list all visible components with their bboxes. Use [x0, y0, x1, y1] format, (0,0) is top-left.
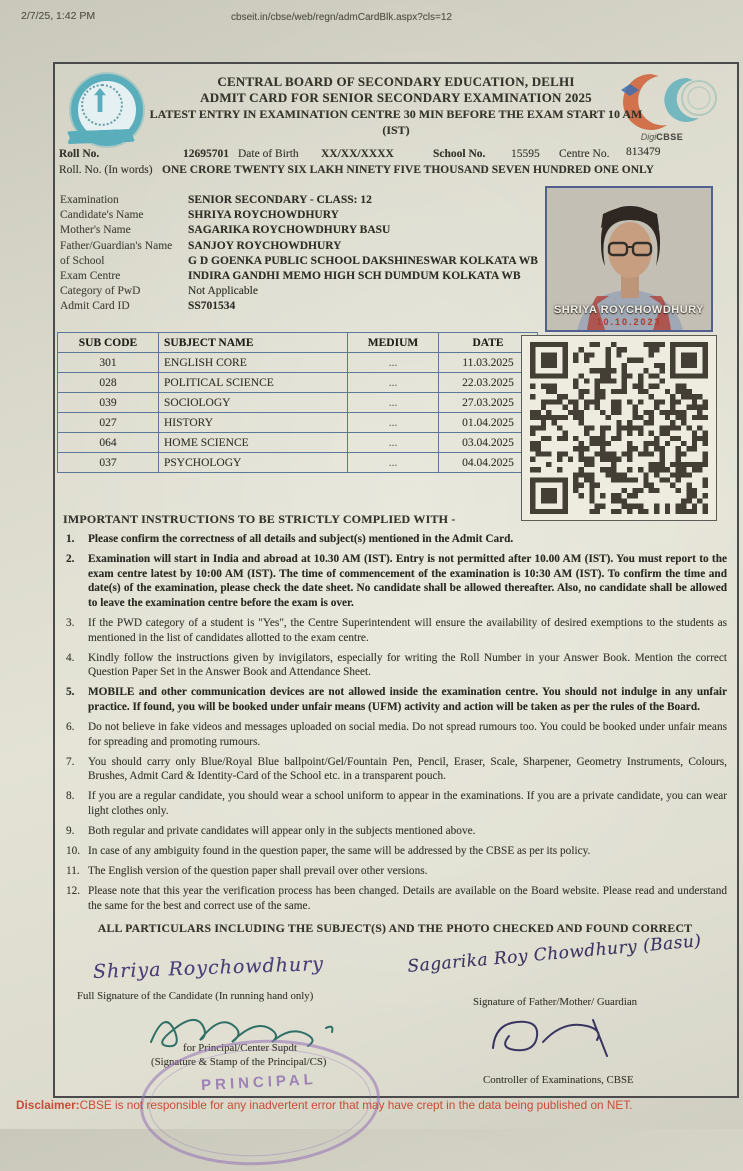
- school-no-label: School No.: [433, 148, 486, 160]
- controller-label: Controller of Examinations, CBSE: [483, 1074, 634, 1086]
- col-subject-name: SUBJECT NAME: [159, 333, 348, 353]
- instruction-text: Both regular and private candidates will appear only in the subjects mentioned above.: [88, 825, 476, 838]
- instruction-text: Examination will start in India and abroad at 10.30 AM (IST). Entry is not permitted after 10.00 AM (IST). You must report to the exam centre latest by 10:00 AM (IST). The time of commencement of the examination is 10:30 AM (IST). To confirm the time and date(s) of the examination, please check the date sheet. No candidate shall be allowed thereafter. Also, no candidate shall be allowed to leave the examination centre before the exam is over.: [88, 553, 727, 609]
- sub-code: 028: [58, 373, 159, 393]
- admit-card: [53, 62, 739, 1098]
- medium: ...: [348, 413, 439, 433]
- detail-row: [60, 269, 540, 284]
- col-sub-code: SUB CODE: [58, 333, 159, 353]
- medium: ...: [348, 393, 439, 413]
- instruction-item: 5. MOBILE and other communication devices are not allowed inside the examination centre. You should not indulge in any unfair practice. If found, you will be booked under unfair means (UFM) activity and action will be taken as per the rules of the Board.: [66, 686, 727, 713]
- detail-label: of School: [60, 254, 105, 267]
- digi-caption-bold: CBSE: [656, 132, 684, 142]
- detail-label: Mother's Name: [60, 224, 131, 237]
- table-row: [58, 413, 538, 433]
- principal-signature-label: for Principal/Center Supdt: [183, 1042, 297, 1054]
- centre-no-label: Centre No.: [559, 148, 610, 160]
- exam-date: 03.04.2025: [439, 433, 538, 453]
- exam-date: 27.03.2025: [439, 393, 538, 413]
- dob-value: XX/XX/XXXX: [321, 148, 394, 160]
- detail-row: [60, 299, 540, 314]
- print-header: [0, 10, 743, 26]
- instruction-item: 11. The English version of the question paper shall prevail over other versions.: [66, 865, 428, 878]
- detail-row: [60, 193, 540, 208]
- controller-signature: [483, 1008, 633, 1064]
- table-row: [58, 453, 538, 473]
- candidate-signature: Shriya Roychowdhury: [92, 952, 325, 984]
- roll-words-value: ONE CRORE TWENTY SIX LAKH NINETY FIVE THOUSAND SEVEN HUNDRED ONE ONLY: [162, 164, 654, 176]
- subject-name: HOME SCIENCE: [159, 433, 348, 453]
- col-date: DATE: [439, 333, 538, 353]
- detail-value: SENIOR SECONDARY - CLASS: 12: [188, 194, 372, 206]
- detail-row: [60, 239, 540, 254]
- detail-label: Father/Guardian's Name: [60, 239, 173, 252]
- subject-name: SOCIOLOGY: [159, 393, 348, 413]
- qr-frame: [521, 335, 717, 521]
- instruction-item: 2. Examination will start in India and abroad at 10.30 AM (IST). Entry is not permitted after 10.00 AM (IST). You must report to the exam centre latest by 10:00 AM (IST). The time of commencement of the examination is 10:30 AM (IST). To confirm the time and date(s) of the examination, please check the date sheet. No candidate shall be allowed thereafter. Also, no candidate shall be allowed to leave the examination centre before the exam is over.: [66, 553, 727, 609]
- exam-date: 04.04.2025: [439, 453, 538, 473]
- detail-row: [60, 223, 540, 238]
- col-medium: MEDIUM: [348, 333, 439, 353]
- instruction-item: 10. In case of any ambiguity found in the question paper, the same will be addressed by the CBSE as per its policy.: [66, 845, 591, 858]
- admit-card-title: ADMIT CARD FOR SENIOR SECONDARY EXAMINATION 2025: [200, 90, 592, 105]
- disclaimer-prefix: Disclaimer:: [16, 1098, 80, 1112]
- subject-name: HISTORY: [159, 413, 348, 433]
- instructions-title: IMPORTANT INSTRUCTIONS TO BE STRICTLY COMPLIED WITH -: [63, 512, 456, 526]
- digi-caption-script: Digi: [640, 132, 657, 142]
- detail-label: Admit Card ID: [60, 300, 130, 313]
- instruction-item: 7. You should carry only Blue/Royal Blue ballpoint/Gel/Fountain Pen, Pencil, Eraser, Scale, Sharpener, Geometry Instruments, Colours, Brushes, Admit Card & Identity-Card of the School etc. in a transparent pouch.: [66, 755, 727, 783]
- medium: ...: [348, 373, 439, 393]
- subject-name: POLITICAL SCIENCE: [159, 373, 348, 393]
- parent-signature-label: Signature of Father/Mother/ Guardian: [473, 996, 638, 1008]
- photo-caption-date: 10.10.2023: [596, 317, 662, 327]
- roll-no-label: Roll No.: [59, 148, 100, 160]
- detail-label: Exam Centre: [60, 270, 121, 283]
- instruction-item: 8. If you are a regular candidate, you should wear a school uniform to appear in the examinations. If you are a private candidate, you can wear light clothes only.: [66, 790, 727, 817]
- medium: ...: [348, 353, 439, 373]
- instruction-text: The English version of the question paper shall prevail over other versions.: [88, 865, 428, 878]
- instruction-text: Please confirm the correctness of all details and subject(s) mentioned in the Admit Card.: [88, 533, 514, 545]
- exam-date: 11.03.2025: [439, 353, 538, 373]
- photo-caption-name: SHRIYA ROYCHOWDHURY: [553, 304, 705, 316]
- qr-code: [530, 342, 708, 514]
- subjects-table: [57, 332, 538, 473]
- table-row: [58, 433, 538, 453]
- detail-value: SHRIYA ROYCHOWDHURY: [188, 209, 339, 222]
- print-timestamp: 2/7/25, 1:42 PM: [21, 10, 96, 22]
- subject-name: PSYCHOLOGY: [159, 453, 348, 473]
- sub-code: 039: [58, 393, 159, 413]
- print-url: cbseit.in/cbse/web/regn/admCardBlk.aspx?cls=12: [231, 12, 452, 23]
- instruction-item: 4. Kindly follow the instructions given by invigilators, especially for writing the Roll Number in your Answer Book. Mention the correct Question Paper Set in the Answer Book and Attendance Sheet.: [66, 651, 727, 679]
- instruction-text: Do not believe in fake videos and messages uploaded on social media. Do not spread rumours too. You could be booked under unfair means for spreading and promoting rumours.: [88, 721, 727, 748]
- medium: ...: [348, 433, 439, 453]
- instruction-text: You should carry only Blue/Royal Blue ballpoint/Gel/Fountain Pen, Pencil, Eraser, Scale, Sharpener, Geometry Instruments, Colours, Brushes, Admit Card & Identity-Card of the School etc. in a transparent pouch.: [88, 755, 727, 783]
- parent-signature: Sagarika Roy Chowdhury (Basu): [406, 931, 703, 977]
- instruction-item: 3. If the PWD category of a student is "Yes", the Centre Superintendent will ensure the availability of desired exemptions to the students as mentioned in the list of candidates allotted to the exam centre.: [66, 616, 727, 644]
- subject-name: ENGLISH CORE: [159, 353, 348, 373]
- board-title: CENTRAL BOARD OF SECONDARY EDUCATION, DELHI: [217, 74, 575, 89]
- instruction-item: 12. Please note that this year the verification process has been changed. Details are available on the Board website. Please read and understand the same for the best and correct use of the same.: [66, 885, 727, 912]
- stamp-text: PRINCIPAL: [200, 1071, 318, 1095]
- detail-label: Examination: [60, 194, 119, 206]
- card-header: [55, 74, 737, 138]
- candidate-signature-label: Full Signature of the Candidate (In running hand only): [77, 990, 314, 1002]
- candidate-photo: [545, 186, 713, 332]
- detail-value: G D GOENKA PUBLIC SCHOOL DAKSHINESWAR KOLKATA WB: [188, 254, 538, 267]
- subjects-header-row: [58, 333, 538, 353]
- detail-value: SAGARIKA ROYCHOWDHURY BASU: [188, 224, 391, 237]
- instruction-text: Please note that this year the verification process has been changed. Details are available on the Board website. Please read and understand the same for the best and correct use of the same.: [88, 885, 727, 912]
- sub-code: 301: [58, 353, 159, 373]
- table-row: [58, 393, 538, 413]
- detail-label: Category of PwD: [60, 285, 141, 298]
- sub-code: 064: [58, 433, 159, 453]
- ist-note: (IST): [382, 123, 410, 137]
- school-no-value: 15595: [511, 148, 540, 160]
- detail-value: SANJOY ROYCHOWDHURY: [188, 239, 342, 252]
- instructions-section: [63, 512, 727, 936]
- medium: ...: [348, 453, 439, 473]
- particulars-checked-line: ALL PARTICULARS INCLUDING THE SUBJECT(S) AND THE PHOTO CHECKED AND FOUND CORRECT: [97, 920, 693, 935]
- dob-label: Date of Birth: [238, 148, 299, 160]
- sub-code: 037: [58, 453, 159, 473]
- instruction-item: 6. Do not believe in fake videos and messages uploaded on social media. Do not spread rumours too. You could be booked under unfair means for spreading and promoting rumours.: [66, 721, 727, 748]
- roll-words-label: Roll. No. (In words): [59, 164, 153, 176]
- detail-row: [60, 284, 540, 299]
- instruction-item: 1. Please confirm the correctness of all details and subject(s) mentioned in the Admit Card.: [66, 533, 514, 545]
- roll-section: [55, 148, 737, 184]
- instruction-text: MOBILE and other communication devices are not allowed inside the examination centre. You should not indulge in any unfair practice. If found, you will be booked under unfair means (UFM) activity and action will be taken as per the rules of the Board.: [88, 686, 727, 713]
- sub-code: 027: [58, 413, 159, 433]
- detail-row: [60, 208, 540, 223]
- roll-no-value: 12695701: [183, 148, 229, 160]
- entry-notice: LATEST ENTRY IN EXAMINATION CENTRE 30 MIN BEFORE THE EXAM START 10 AM: [149, 107, 643, 121]
- instruction-text: If the PWD category of a student is "Yes", the Centre Superintendent will ensure the availability of desired exemptions to the students as mentioned in the list of candidates allotted to the exam centre.: [88, 616, 727, 644]
- detail-value: SS701534: [188, 300, 236, 313]
- table-row: [58, 373, 538, 393]
- instruction-text: In case of any ambiguity found in the question paper, the same will be addressed by the CBSE as per its policy.: [88, 845, 591, 858]
- detail-value: Not Applicable: [188, 285, 258, 298]
- detail-value: INDIRA GANDHI MEMO HIGH SCH DUMDUM KOLKATA WB: [188, 270, 521, 283]
- exam-date: 22.03.2025: [439, 373, 538, 393]
- instruction-text: If you are a regular candidate, you should wear a school uniform to appear in the examinations. If you are a private candidate, you can wear light clothes only.: [88, 790, 727, 817]
- centre-no-value: 813479: [626, 146, 661, 158]
- detail-row: [60, 254, 540, 269]
- disclaimer-text: CBSE is not responsible for any inadvertent error that may have crept in the data being published on NET.: [79, 1098, 633, 1112]
- disclaimer: [16, 1098, 736, 1112]
- principal-stamp-label: (Signature & Stamp of the Principal/CS): [151, 1056, 327, 1068]
- detail-label: Candidate's Name: [60, 209, 144, 222]
- instruction-text: Kindly follow the instructions given by invigilators, especially for writing the Roll Number in your Answer Book. Mention the correct Question Paper Set in the Answer Book and Attendance Sheet.: [88, 651, 727, 679]
- candidate-details: [60, 193, 540, 315]
- instruction-item: 9. Both regular and private candidates will appear only in the subjects mentioned above.: [66, 825, 476, 838]
- table-row: [58, 353, 538, 373]
- exam-date: 01.04.2025: [439, 413, 538, 433]
